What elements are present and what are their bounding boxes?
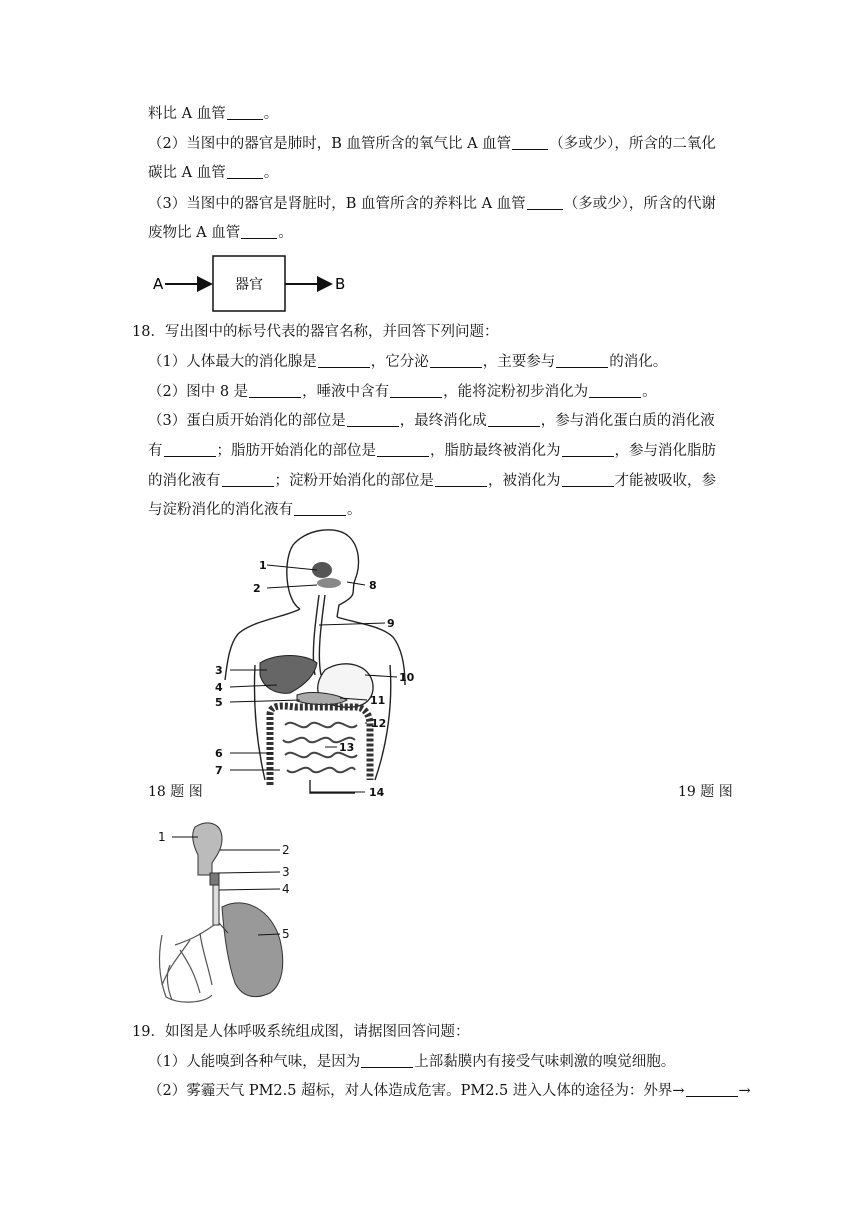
liver	[260, 656, 317, 694]
label-8: 8	[369, 579, 377, 592]
text: （2）当图中的器官是肺时，B 血管所含的氧气比 A 血管	[148, 136, 512, 152]
respiratory-system-figure	[150, 815, 300, 1007]
answer-blank[interactable]	[249, 383, 301, 398]
text: 。	[347, 502, 362, 518]
text: （3）蛋白质开始消化的部位是	[148, 413, 346, 429]
label-1: 1	[259, 559, 267, 572]
figure-caption-18: 18 题 图	[148, 784, 203, 800]
larynx	[210, 873, 219, 885]
resp-label-4: 4	[282, 882, 290, 896]
answer-blank[interactable]	[227, 164, 263, 179]
q19-stem: 19．如图是人体呼吸系统组成图，请据图回答问题：	[132, 1024, 470, 1040]
mouth	[317, 578, 341, 588]
text: 碳比 A 血管	[148, 165, 226, 181]
q17-line-1	[148, 104, 278, 124]
answer-blank[interactable]	[361, 1053, 413, 1068]
answer-blank[interactable]	[488, 412, 540, 427]
q18-part-3-cont-3	[148, 500, 362, 520]
trachea	[213, 885, 219, 925]
q18-part-2	[148, 382, 657, 402]
text: 上部黏膜内有接受气味刺激的嗅觉细胞。	[414, 1054, 676, 1070]
text: ，唾液中含有	[302, 384, 390, 400]
text: ，参与消化蛋白质的消化液	[540, 413, 715, 429]
answer-blank[interactable]	[227, 105, 263, 120]
text: （2）雾霾天气 PM2.5 超标，对人体造成危害。PM2.5 进入人体的途径为：外界	[148, 1083, 673, 1099]
lung	[222, 903, 283, 997]
answer-blank[interactable]	[318, 353, 370, 368]
text: （多或少），所含的二氧化	[549, 136, 716, 152]
digestive-system-figure	[215, 525, 430, 800]
answer-blank[interactable]	[562, 472, 614, 487]
q18-part-1	[148, 352, 667, 372]
answer-blank[interactable]	[686, 1082, 738, 1097]
label-13: 13	[339, 741, 355, 754]
text: 废物比 A 血管	[148, 225, 241, 241]
answer-blank[interactable]	[527, 195, 563, 210]
text: ，被消化为	[488, 473, 561, 489]
label-2: 2	[253, 582, 261, 595]
label-4: 4	[215, 681, 223, 694]
text: ，它分泌	[370, 354, 429, 370]
text: ；淀粉开始消化的部位是	[274, 473, 434, 489]
q19-part-2	[148, 1081, 751, 1101]
label-14: 14	[369, 786, 385, 799]
large-intestine	[270, 706, 370, 785]
text: （1）人体最大的消化腺是	[148, 354, 317, 370]
q17-part-3-cont	[148, 223, 293, 243]
answer-blank[interactable]	[556, 353, 608, 368]
text: （多或少），所含的代谢	[563, 196, 716, 212]
answer-blank[interactable]	[222, 472, 274, 487]
text: 的消化。	[609, 354, 668, 370]
rectum	[310, 780, 355, 793]
resp-label-5: 5	[282, 927, 290, 941]
arrow: →	[738, 1083, 751, 1099]
label-7: 7	[215, 764, 223, 777]
text: （3）当图中的器官是肾脏时，B 血管所含的养料比 A 血管	[148, 196, 526, 212]
q17-part-3	[148, 194, 716, 214]
resp-label-3: 3	[282, 865, 290, 879]
label-3: 3	[215, 664, 223, 677]
q18-part-3-cont-1	[148, 441, 716, 461]
text: 。	[642, 384, 657, 400]
organ-box-label: 器官	[235, 277, 263, 293]
q19-part-1	[148, 1052, 675, 1072]
text: 有	[148, 443, 163, 459]
label-12: 12	[371, 717, 387, 730]
q18-stem: 18．写出图中的标号代表的器官名称，并回答下列问题：	[132, 324, 499, 340]
label-6: 6	[215, 747, 223, 760]
text: 。	[263, 165, 279, 181]
q18-part-3-cont-2	[148, 471, 716, 491]
answer-blank[interactable]	[430, 353, 482, 368]
text: （2）图中 8 是	[148, 384, 249, 400]
q17-part-2	[148, 134, 716, 154]
answer-blank[interactable]	[435, 472, 487, 487]
text: 才能被吸收，参	[614, 473, 716, 489]
label-9: 9	[387, 617, 395, 630]
q17-part-2-cont	[148, 163, 278, 183]
text: 。	[263, 106, 279, 122]
label-b: B	[335, 275, 346, 293]
answer-blank[interactable]	[589, 383, 641, 398]
answer-blank[interactable]	[377, 442, 429, 457]
label-a: A	[153, 275, 164, 293]
bronchial-tree	[159, 925, 214, 1002]
text: ，最终消化成	[399, 413, 487, 429]
esophagus-wall	[319, 595, 325, 675]
label-11: 11	[370, 694, 386, 707]
text: 。	[278, 225, 293, 241]
answer-blank[interactable]	[347, 412, 399, 427]
label-5: 5	[215, 696, 223, 709]
arrow: →	[672, 1083, 685, 1099]
text: ，脂肪最终被消化为	[430, 443, 561, 459]
answer-blank[interactable]	[294, 501, 346, 516]
text: 与淀粉消化的消化液有	[148, 502, 293, 518]
answer-blank[interactable]	[512, 135, 548, 150]
organ-flow-diagram	[145, 252, 365, 312]
text: ，主要参与	[482, 354, 556, 370]
text: ；脂肪开始消化的部位是	[216, 443, 376, 459]
label-10: 10	[399, 671, 415, 684]
resp-label-1: 1	[158, 830, 166, 844]
answer-blank[interactable]	[241, 224, 277, 239]
figure-caption-19: 19 题 图	[678, 784, 733, 800]
answer-blank[interactable]	[390, 383, 442, 398]
text: 的消化液有	[148, 473, 221, 489]
nasal-cavity	[193, 823, 222, 875]
q18-part-3	[148, 411, 715, 431]
resp-label-2: 2	[282, 843, 290, 857]
answer-blank[interactable]	[562, 442, 614, 457]
text: ，能将淀粉初步消化为	[443, 384, 589, 400]
text: （1）人能嗅到各种气味，是因为	[148, 1054, 361, 1070]
text: ，参与消化脂肪	[614, 443, 716, 459]
answer-blank[interactable]	[164, 442, 216, 457]
text: 料比 A 血管	[148, 106, 226, 122]
